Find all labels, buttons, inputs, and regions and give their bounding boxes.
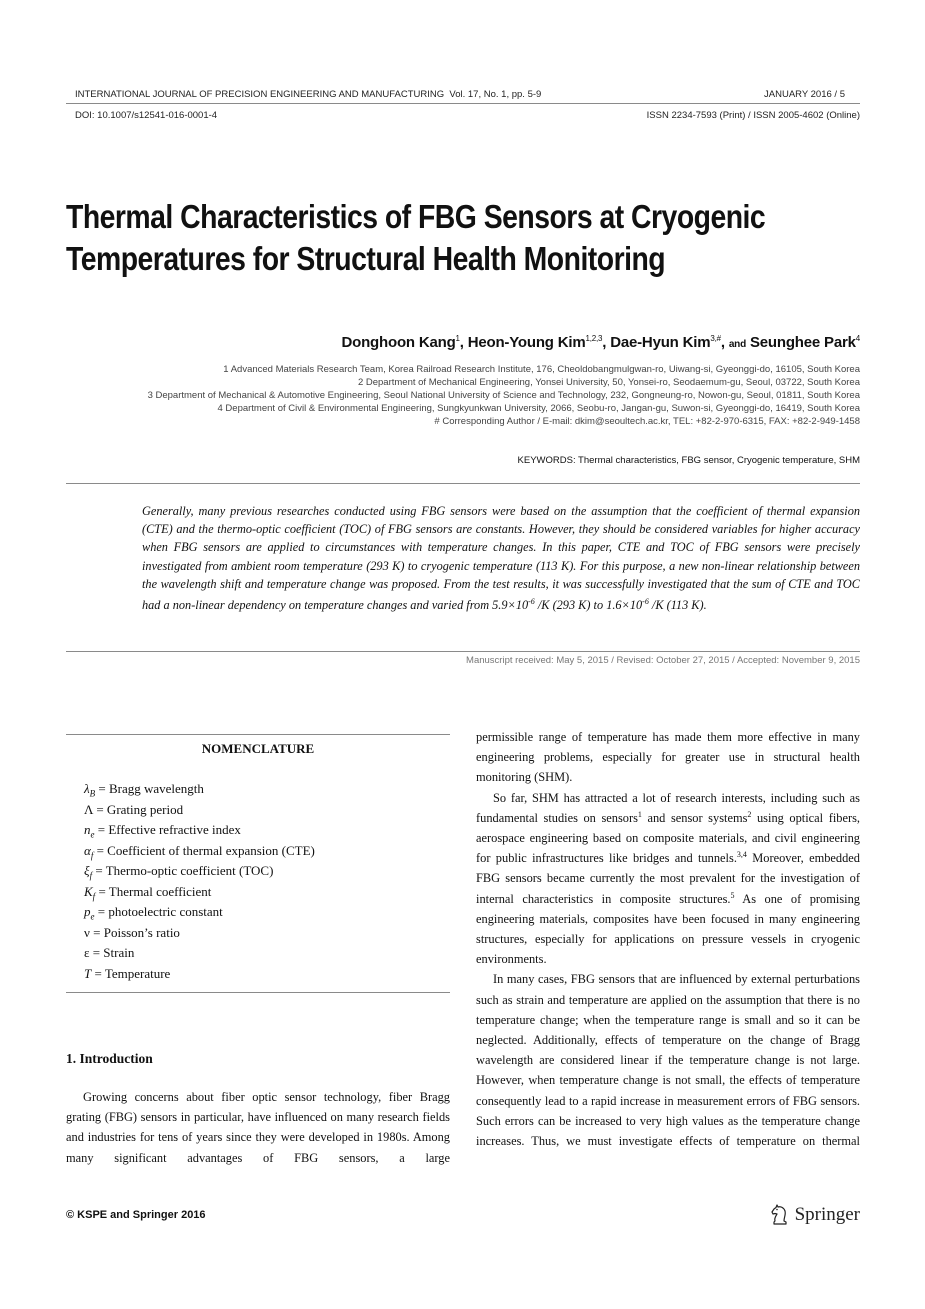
issue-date-page: JANUARY 2016 / 5 xyxy=(764,89,845,100)
author-list: Donghoon Kang$^1$, Heon-Young Kim$^{1,2,3}$, Dae-Hyun Kim$^{3,\#}$, and Seunghee Park$^4$ xyxy=(341,334,860,351)
springer-chess-knight-icon xyxy=(769,1204,791,1226)
abstract-text: /K (293 K) to 1.6×10 xyxy=(534,598,643,613)
publisher-logo xyxy=(769,1204,860,1226)
citation: 2 xyxy=(747,809,752,819)
citation: 5 xyxy=(730,890,735,900)
nomenclature-item: $\xi_f$ = Thermo-optic coefficient (TOC) xyxy=(84,863,274,881)
intro-paragraph: Growing concerns about fiber optic sensor technology, fiber Bragg grating (FBG) sensors in particular, have influenced on many research fields and industries for tens of years since they were developed in 1980s. Among many significant advantages of FBG sensors, a large xyxy=(66,1090,450,1165)
citation: 1 xyxy=(637,809,642,819)
title-line-2: Temperatures for Structural Health Monitoring xyxy=(66,240,666,277)
author-name: Heon-Young Kim xyxy=(467,334,586,351)
author-affil-sup: 4 xyxy=(855,334,860,343)
abstract-exponent: -6 xyxy=(642,597,649,607)
abstract-text: /K (113 K). xyxy=(648,598,707,613)
author-name: Donghoon Kang xyxy=(341,334,456,351)
header-rule xyxy=(66,103,860,104)
intro-left-column xyxy=(66,1087,450,1168)
author-name: Seunghee Park xyxy=(749,334,856,351)
title-line-1: Thermal Characteristics of FBG Sensors at Cryogenic xyxy=(66,198,766,235)
nomenclature-bottom-rule xyxy=(66,992,450,993)
affiliation: 3 Department of Mechanical & Automotive Engineering, Seoul National University of Science and Technology, 232, Gongneung-ro, Nowon-gu, Seoul, 01811, South Korea xyxy=(147,390,860,401)
nomenclature-item: $K_f$ = Thermal coefficient xyxy=(84,884,212,902)
journal-header: INTERNATIONAL JOURNAL OF PRECISION ENGINEERING AND MANUFACTURING Vol. 17, No. 1, pp. 5-9 xyxy=(75,89,542,100)
nomenclature-top-rule xyxy=(66,734,450,735)
nomenclature-item: ε = Strain xyxy=(84,945,135,960)
corresponding-author: # Corresponding Author / E-mail: dkim@seoultech.ac.kr, TEL: +82-2-970-6315, FAX: +82-2-949-1458 xyxy=(434,416,860,427)
abstract-bottom-rule xyxy=(66,651,860,652)
affiliation: 1 Advanced Materials Research Team, Korea Railroad Research Institute, 176, Cheoldobangmulgwan-ro, Uiwang-si, Gyeonggi-do, 16105, South Korea xyxy=(223,364,860,375)
author-affil-sup: 3,# xyxy=(710,334,721,343)
intro-paragraph: So far, SHM has attracted a lot of research interests, including such as fundamental studies on sensors$^1$ and sensor systems$^2$ using optical fibers, aerospace engineering based on composite materials, and civil engineering for public infrastructures like bridges and tunnels.$^{3,4}$ Moreover, embedded FBG sensors became currently the most prevalent for the investigation of internal characteristics in composite structures.$^5$ As one of promising engineering materials, composites have been focused in many engineering structures, especially for applications on pressure vessels in cryogenic environments. xyxy=(476,790,860,967)
affiliation: 4 Department of Civil & Environmental Engineering, Sungkyunkwan University, 2066, Seobu-ro, Jangan-gu, Suwon-si, Gyeonggi-do, 16419, South Korea xyxy=(217,403,860,414)
doi: DOI: 10.1007/s12541-016-0001-4 xyxy=(75,110,218,121)
intro-right-column xyxy=(476,727,860,1151)
section-heading-introduction: 1. Introduction xyxy=(66,1051,153,1066)
manuscript-dates: Manuscript received: May 5, 2015 / Revised: October 27, 2015 / Accepted: November 9, 2015 xyxy=(466,655,860,666)
nomenclature-item: $\lambda_B$ = Bragg wavelength xyxy=(84,781,204,799)
abstract xyxy=(142,502,860,614)
copyright: © KSPE and Springer 2016 xyxy=(66,1209,206,1221)
issn: ISSN 2234-7593 (Print) / ISSN 2005-4602 (Online) xyxy=(646,110,860,121)
paper-title xyxy=(66,196,766,280)
keywords: KEYWORDS: Thermal characteristics, FBG sensor, Cryogenic temperature, SHM xyxy=(517,455,860,466)
nomenclature-item: $n_e$ = Effective refractive index xyxy=(84,822,241,840)
author-affil-sup: 1,2,3 xyxy=(585,334,603,343)
nomenclature-item: $\alpha_f$ = Coefficient of thermal expansion (CTE) xyxy=(84,843,315,861)
abstract-text: Generally, many previous researches conducted using FBG sensors were based on the assumption that the coefficient of thermal expansion (CTE) and the thermo-optic coefficient (TOC) of FBG sensors are constants. However, they should be considered variables for higher accuracy when FBG sensors are applied to circumstances with temperature changes. In this paper, CTE and TOC of FBG sensors were precisely investigated from ambient room temperature (293 K) to cryogenic temperature (113 K). For this purpose, a new non-linear relationship between the wavelength shift and temperature change was proposed. From the test results, it was successfully investigated that the sum of CTE and TOC had a non-linear dependency on temperature changes and varied from 5.9×10 xyxy=(142,504,860,613)
intro-paragraph: In many cases, FBG sensors that are influenced by external perturbations such as strain and temperature are applied on the assumption that there is no temperature change; when the temperature range is small and so it can be neglected. Additionally, effects of temperature on the change of Bragg wavelength are considered linear if the temperature change is not large. However, when temperature change is not small, the effects of temperature consequently lead to a rapid increase in measurement errors of FBG sensors. Such errors can be increased to very high values as the temperature change increases. Thus, we must investigate effects of temperature on thermal xyxy=(476,972,860,1149)
author-name: Dae-Hyun Kim xyxy=(610,334,711,351)
intro-paragraph: permissible range of temperature has made them more effective in many engineering problems, especially for greater use in structural health monitoring (SHM). xyxy=(476,730,860,785)
affiliation: 2 Department of Mechanical Engineering, Yonsei University, 50, Yonsei-ro, Seodaemum-gu, Seoul, 03722, South Korea xyxy=(357,377,860,388)
nomenclature-item: ν = Poisson’s ratio xyxy=(84,925,180,940)
nomenclature-heading: NOMENCLATURE xyxy=(201,741,315,756)
nomenclature-item: Λ = Grating period xyxy=(84,802,184,817)
abstract-exponent: -6 xyxy=(528,597,535,607)
citation: 3,4 xyxy=(736,850,747,860)
author-affil-sup: 1 xyxy=(455,334,460,343)
nomenclature-item: $p_e$ = photoelectric constant xyxy=(84,904,223,922)
abstract-top-rule xyxy=(66,483,860,484)
publisher-name: Springer xyxy=(794,1204,860,1225)
nomenclature-item: T = Temperature xyxy=(84,966,171,981)
author-and: and xyxy=(728,339,746,350)
